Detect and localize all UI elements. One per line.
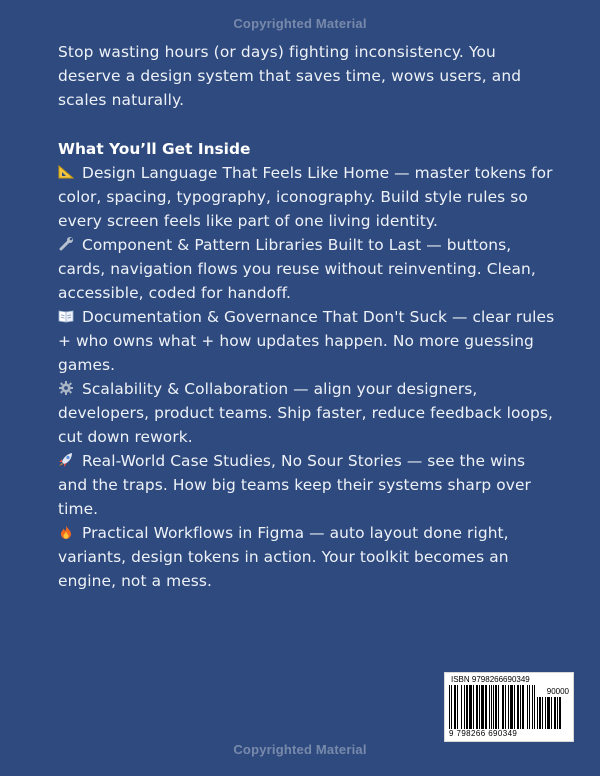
- triangular-ruler-icon: [58, 165, 74, 179]
- feature-text: Documentation & Governance That Don't Suck — clear rules + who owns what + how updates happen. No more guessing games.: [58, 308, 555, 374]
- barcode-bars: [449, 685, 535, 729]
- copyright-watermark-bottom: Copyrighted Material: [233, 742, 367, 757]
- rocket-icon: [58, 453, 74, 467]
- feature-text: Real-World Case Studies, No Sour Stories — see the wins and the traps. How big teams keep their systems sharp over time.: [58, 452, 531, 518]
- open-book-icon: [58, 309, 74, 323]
- feature-item-design-language: [58, 161, 558, 233]
- feature-item-documentation: [58, 305, 558, 377]
- isbn-barcode: [444, 672, 574, 742]
- gear-icon: [58, 381, 74, 395]
- feature-text: Scalability & Collaboration — align your designers, developers, product teams. Ship faster, reduce feedback loops, cut down rework.: [58, 380, 554, 446]
- section-title: What You’ll Get Inside: [58, 140, 251, 158]
- price-code: 90000: [546, 687, 569, 696]
- feature-list: [58, 161, 558, 593]
- intro-paragraph: Stop wasting hours (or days) fighting inconsistency. You deserve a design system that saves time, wows users, and scales naturally.: [58, 43, 522, 109]
- back-cover-text: [58, 40, 558, 593]
- feature-text: Design Language That Feels Like Home — master tokens for color, spacing, typography, iconography. Build style rules so every screen feels like part of one living identity.: [58, 164, 553, 230]
- feature-item-components: [58, 233, 558, 305]
- feature-text: Component & Pattern Libraries Built to Last — buttons, cards, navigation flows you reuse without reinventing. Clean, accessible, coded for handoff.: [58, 236, 536, 302]
- feature-item-case-studies: [58, 449, 558, 521]
- isbn-digits: 9 798266 690349: [449, 729, 518, 738]
- feature-item-scalability: [58, 377, 558, 449]
- wrench-icon: [58, 237, 74, 251]
- isbn-label: ISBN 9798266690349: [451, 675, 530, 684]
- feature-item-workflows: [58, 521, 558, 593]
- price-barcode-bars: [537, 697, 569, 729]
- fire-icon: [58, 525, 74, 539]
- feature-text: Practical Workflows in Figma — auto layout done right, variants, design tokens in action. Your toolkit becomes an engine, not a mess.: [58, 524, 509, 590]
- copyright-watermark-top: Copyrighted Material: [233, 16, 367, 31]
